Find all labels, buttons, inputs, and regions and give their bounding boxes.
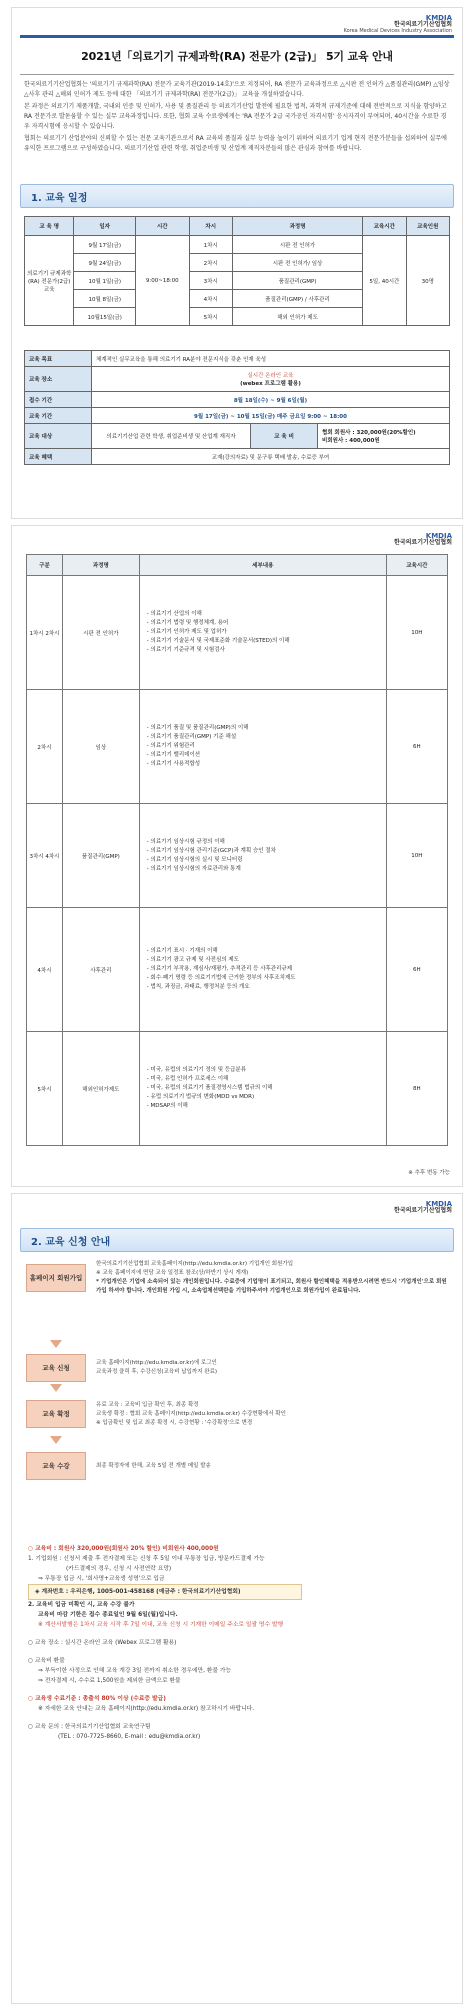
step-line: ※ 입금확인 및 입교 최종 확정 시, 수강현황 : '수강확정'으로 변경 — [96, 1419, 253, 1426]
hours-cell: 6H — [386, 908, 447, 1032]
fee-label: 교 육 비 — [251, 424, 318, 449]
page-1 — [12, 8, 462, 518]
arrow-down-icon — [50, 1340, 62, 1348]
date-cell: 9월 17일(금) — [74, 236, 136, 254]
table-row — [25, 351, 450, 367]
page-title: 2021년「의료기기 규제과학(RA) 전문가 (2급)」 5기 교육 안내 — [81, 50, 393, 63]
date-cell: 10월 1일(금) — [74, 272, 136, 290]
brand-korean: 한국의료기기산업협회 — [394, 539, 452, 547]
detail-footnote: ※ 추후 변동 가능 — [408, 1170, 450, 1176]
step-label: 교육 확정 — [26, 1400, 86, 1428]
list-item: - 미국, 유럽 인허가 프로세스 이해 — [147, 1075, 379, 1084]
items-cell — [139, 908, 386, 1032]
items-cell — [139, 804, 386, 908]
place-label: 교육 장소 — [25, 367, 92, 392]
brand — [394, 532, 452, 547]
session-cell: 2차시 — [189, 254, 232, 272]
detail-header-row — [27, 555, 448, 576]
benefit-value: 교재(강의자료) 및 문구류 택배 발송, 수료증 부여 — [92, 449, 450, 465]
brand-english: Korea Medical Devices Industry Association — [343, 27, 452, 34]
section-header-application: 2. 교육 신청 안내 — [20, 1228, 454, 1252]
brand-korean: 한국의료기기산업협회 — [394, 1207, 452, 1215]
session-cell: 5차시 — [189, 308, 232, 326]
step-label: 홈페이지 회원가입 — [26, 1264, 86, 1292]
step-line: 교육 홈페이지(http://edu.kmdia.or.kr)에 로그인 — [96, 1360, 217, 1366]
step-line: ※ 교육 홈페이지에 면담 교육 일정표 참조(상/하반기 상시 게재) — [96, 1270, 249, 1276]
note-complete2: ※ 자세한 교육 안내는 교육 홈페이지(http://edu.kmdia.or.kr) 참고하시기 바랍니다. — [38, 1706, 255, 1712]
list-item: - 의료기기 품질 및 품질관리(GMP)의 이해 — [147, 724, 379, 733]
note-pay2: 2. 교육비 입금 미확인 시, 교육 수강 불가 — [28, 1602, 135, 1608]
course-cell: 의료기기 규제과학 (RA) 전문가(2급) 교육 — [25, 236, 74, 326]
step-line: 최종 확정자에 한해, 교육 5일 전 개별 메일 발송 — [96, 1462, 211, 1469]
arrow-down-icon — [50, 1436, 62, 1444]
list-item: - 의료기기 부작용, 재심사/재평가, 추적관리 등 사후관리규제 — [147, 965, 379, 974]
schedule-header-row — [25, 217, 450, 236]
apply-value: 8월 18일(수) ~ 9월 6일(월) — [92, 392, 450, 408]
period-label: 교육 기간 — [25, 408, 92, 424]
place-line-1: 실시간 온라인 교육 — [247, 373, 294, 379]
goal-value: 체계적인 실무교육을 통해 의료기기 RA분야 전문지식을 갖춘 인재 육성 — [92, 351, 450, 367]
step-body — [96, 1462, 448, 1471]
info-table — [24, 350, 450, 465]
list-item: - 의료기기 사용적합성 — [147, 760, 379, 769]
page-2 — [12, 526, 462, 1186]
header-session: 구분 — [27, 555, 63, 576]
list-item: - 의료기기 품질관리(GMP) 기준 해설 — [147, 733, 379, 742]
session-cell: 5차시 — [27, 1032, 63, 1146]
hours-cell: 10H — [386, 804, 447, 908]
brand — [394, 1200, 452, 1215]
session-cell: 4차시 — [27, 908, 63, 1032]
fee-member: 협회 회원사 : 320,000원(20%할인) — [322, 430, 416, 436]
list-item: - 의료기기 인허가 제도 및 업허가 — [147, 628, 379, 637]
section-header-schedule: 1. 교육 일정 — [20, 184, 454, 208]
note-contact2: (TEL : 070-7725-8660, E-mail : edu@kmdia.or.kr) — [58, 1734, 201, 1740]
flow-step-apply — [26, 1354, 448, 1382]
table-row — [25, 392, 450, 408]
flow-step-confirm — [26, 1400, 448, 1428]
hours-cell: 6H — [386, 690, 447, 804]
name-cell: 시판 전 인허가/ 임상 — [232, 254, 362, 272]
header-course-name: 과정명 — [232, 217, 362, 236]
brand-logo: KMDIA — [425, 1200, 452, 1208]
detail-table — [26, 554, 448, 1146]
hours-cell: 8H — [386, 1032, 447, 1146]
table-row — [25, 236, 450, 254]
list-item: - 회수·폐기 명령 등 의료기기법에 근거한 정부의 사후조치제도 — [147, 974, 379, 983]
name-cell: 해외인허가제도 — [62, 1032, 139, 1146]
page-3 — [12, 1194, 462, 2003]
header-date: 일자 — [74, 217, 136, 236]
list-item: - 의료기기 법령 및 행정체계, 용어 — [147, 619, 379, 628]
name-cell: 품질관리(GMP) — [232, 272, 362, 290]
step-line: 한국의료기기산업협회 교육홈페이지(http://edu.kmdia.or.kr) 기업개인 회원가입 — [96, 1261, 294, 1267]
note-complete: ○ 교육생 수료기준 : 총출석 80% 이상 (수료증 발급) — [28, 1696, 166, 1702]
name-cell: 해외 인허가 제도 — [232, 308, 362, 326]
table-row — [27, 576, 448, 690]
brand-logo: KMDIA — [425, 14, 452, 22]
note-fee: ○ 교육비 : 회원사 320,000원(회원사 20% 할인) 비회원사 400,000원 — [28, 1546, 219, 1552]
notes — [28, 1544, 448, 1742]
date-cell: 10월15일(금) — [74, 308, 136, 326]
name-cell: 시판 전 인허가 — [62, 576, 139, 690]
session-cell: 3차시 — [189, 272, 232, 290]
list-item: - 의료기기 임상시험의 실시 및 모니터링 — [147, 856, 379, 865]
session-cell: 1차시 2차시 — [27, 576, 63, 690]
table-row — [27, 1032, 448, 1146]
total-hours-cell: 5일, 40시간 — [363, 236, 406, 326]
table-row — [25, 449, 450, 465]
name-cell: 품질관리(GMP) — [62, 804, 139, 908]
note-pay1c: ⇒ 무통장 입금 시, '회사명+교육생 성명'으로 입금 — [38, 1576, 165, 1582]
intro-paragraph-2: 본 과정은 의료기기 제품개발, 국내외 인증 및 인허가, 사용 및 품질관리 등 의료기기산업 발전에 필요한 법적, 과학적 규제기준에 대해 전반적으로 지식을 함양하고 RA 전문가로 발돋움할 수 있는 실무 교육과정입니다. 또한, 협회 교육 수료생에게는 'RA 전문가 2급 국가공인 자격시험' 응시자격이 부여되며, 40시간을 수료한 경우 자격시험에 응시할 수 있습니다. — [24, 103, 447, 130]
goal-label: 교육 목표 — [25, 351, 92, 367]
flow-step-attend — [26, 1452, 448, 1480]
header-course-name: 과정명 — [62, 555, 139, 576]
step-line: 유료 교육 : 교육비 입금 확인 후, 최종 확정 — [96, 1401, 199, 1408]
step-line: 교육생 확정 : 협회 교육 홈페이지(http://edu.kmdia.or.kr) 수강현황에서 확인 — [96, 1410, 286, 1417]
list-item: - 의료기기 임상시험 규정의 이해 — [147, 838, 379, 847]
step-line: * 기업개인은 기업에 소속되어 있는 개인회원입니다. 수료증에 기업명이 표기되고, 회원사 할인혜택을 적용받으시려면 반드시 '기업개인'으로 회원가입 하셔야 합니다. 개인회원 가입 시, 소속업체선택란을 기입하주셔야 기업개인으로 회원가입이 완료됩니다. — [96, 1279, 447, 1294]
note-refund: ○ 교육비 환불 — [28, 1658, 65, 1664]
step-label: 교육 신청 — [26, 1354, 86, 1382]
table-row — [27, 690, 448, 804]
capacity-cell: 30명 — [406, 236, 449, 326]
fee-value — [318, 424, 450, 449]
session-cell: 3차시 4차시 — [27, 804, 63, 908]
items-cell — [139, 690, 386, 804]
note-pay1b: (카드결제의 경우, 신청 시 사전연락 요망) — [66, 1566, 172, 1572]
note-refund2: ⇒ 전자결제 시, 수수료 1,500원을 제외한 금액으로 환불 — [38, 1678, 181, 1684]
apply-label: 접수 기간 — [25, 392, 92, 408]
list-item: - 의료기기 임상시험의 자료관리와 통계 — [147, 865, 379, 874]
account-box: ◈ 계좌번호 : 우리은행, 1005-001-458168 (예금주 : 한국의료기기산업협회) — [28, 1584, 302, 1600]
note-pay2b: 교육비 마감 기한은 접수 종료일인 9월 6일(월)입니다. — [38, 1612, 178, 1618]
list-item: - 의료기기 기준규격 및 시험검사 — [147, 646, 379, 655]
items-cell — [139, 576, 386, 690]
flow-step-signup — [26, 1260, 448, 1296]
note-place: ○ 교육 장소 : 실시간 온라인 교육 (Webex 프로그램 활용) — [28, 1640, 177, 1646]
header-time: 시간 — [136, 217, 190, 236]
step-label: 교육 수강 — [26, 1452, 86, 1480]
list-item: - 유럽 의료기기 법규의 변화(MDD vs MDR) — [147, 1093, 379, 1102]
list-item: - 의료기기 기술문서 및 국제표준화 기술문서(STED)의 이해 — [147, 637, 379, 646]
list-item: - 미국, 유럽의 의료기기 정의 및 등급분류 — [147, 1066, 379, 1075]
table-row — [27, 908, 448, 1032]
header-hours: 교육시간 — [363, 217, 406, 236]
time-cell: 9:00~18:00 — [136, 236, 190, 326]
hours-cell: 10H — [386, 576, 447, 690]
date-cell: 10월 8일(금) — [74, 290, 136, 308]
session-cell: 4차시 — [189, 290, 232, 308]
list-item: - 법칙, 과징금, 과태료, 행정처분 등의 개요 — [147, 983, 379, 992]
table-row — [27, 804, 448, 908]
fee-nonmember: 비회원사 : 400,000원 — [322, 438, 380, 444]
intro-paragraph-1: 한국의료기기산업협회는 '의료기기 규제과학(RA) 전문가 교육기관(2019-14호)'으로 지정되어, RA 전문가 교육과정으로 △시판 전 인허가 △품질관리(GMP) △임상 △사후 관리 △해외 인허가 제도 등에 대한 「의료기기 규제과학(RA) 전문가(2급)」 교육을 개설하였습니다. — [24, 81, 450, 98]
header-session: 차시 — [189, 217, 232, 236]
list-item: - 의료기기 위험관리 — [147, 742, 379, 751]
step-body — [96, 1359, 448, 1377]
title-bar — [20, 35, 454, 75]
target-label: 교육 대상 — [25, 424, 92, 449]
step-body — [96, 1401, 448, 1428]
place-line-2: (webex 프로그램 활용) — [240, 381, 301, 387]
list-item: - 의료기기 광고 규제 및 사전심의 제도 — [147, 956, 379, 965]
list-item: - 미국, 유럽의 의료기기 품질경영시스템 법규의 이해 — [147, 1084, 379, 1093]
list-item: - MDSAP의 이해 — [147, 1102, 379, 1111]
target-value: 의료기기산업 관련 학생, 취업준비생 및 산업계 재직자 — [92, 424, 251, 449]
intro — [24, 80, 450, 156]
note-pay1: 1. 기업회원 : 신청서 제출 후 전자결제 또는 신청 후 5일 이내 무통장 입금, 방문카드결제 가능 — [28, 1556, 265, 1562]
header-details: 세부내용 — [139, 555, 386, 576]
date-cell: 9월 24일(금) — [74, 254, 136, 272]
step-body — [96, 1260, 448, 1296]
note-refund1: ⇒ 부득이한 사정으로 인해 교육 개강 3일 전까지 취소한 경우에만, 환불 가능 — [38, 1668, 232, 1674]
period-value: 9월 17일(금) ~ 10월 15일(금) 매주 금요일 9:00 ~ 18:00 — [92, 408, 450, 424]
header-course: 교 육 명 — [25, 217, 74, 236]
brand — [344, 14, 452, 35]
name-cell: 임상 — [62, 690, 139, 804]
session-cell: 1차시 — [189, 236, 232, 254]
note-contact: ○ 교육 문의 : 한국의료기기산업협회 교육연구팀 — [28, 1724, 151, 1730]
session-cell: 2차시 — [27, 690, 63, 804]
list-item: - 의료기기 밸리데이션 — [147, 751, 379, 760]
benefit-label: 교육 혜택 — [25, 449, 92, 465]
brand-korean: 한국의료기기산업협회 — [394, 21, 452, 29]
arrow-down-icon — [50, 1384, 62, 1392]
list-item: - 의료기기 산업의 이해 — [147, 610, 379, 619]
place-value — [92, 367, 450, 392]
intro-paragraph-3: 협회는 의료기기 산업분야의 신뢰할 수 있는 전문 교육기관으로서 RA 교육의 품질과 실무 능력을 높이기 위하여 의료기기 업계 현직 전문가분들을 섭외하여 실무에 유익한 프로그램으로 구성하였습니다. 의료기기산업 관련 학생, 취업준비생 및 산업계 재직자분들의 많은 관심과 참여를 바랍니다. — [24, 135, 447, 152]
table-row — [25, 367, 450, 392]
list-item: - 의료기기 표시 · 기재의 이해 — [147, 947, 379, 956]
table-row — [25, 424, 450, 449]
list-item: - 의료기기 임상시험 관리기준(GCP)과 계획 승인 절차 — [147, 847, 379, 856]
schedule-table — [24, 216, 450, 326]
header-hours: 교육시간 — [386, 555, 447, 576]
note-pay2c: ※ 계산서발행은 1차시 교육 시작 후 7일 이내, 교육 신청 시 기재한 이메일 주소로 일괄 명수 발행 — [38, 1622, 284, 1628]
items-cell — [139, 1032, 386, 1146]
table-row — [25, 408, 450, 424]
name-cell: 시판 전 인허가 — [232, 236, 362, 254]
step-line: 교육과정 클릭 후, 수강신청(교육비 납입까지 완료) — [96, 1369, 218, 1375]
name-cell: 사후관리 — [62, 908, 139, 1032]
brand-logo: KMDIA — [425, 532, 452, 540]
header-capacity: 교육인원 — [406, 217, 449, 236]
name-cell: 품질관리(GMP) / 사후관리 — [232, 290, 362, 308]
